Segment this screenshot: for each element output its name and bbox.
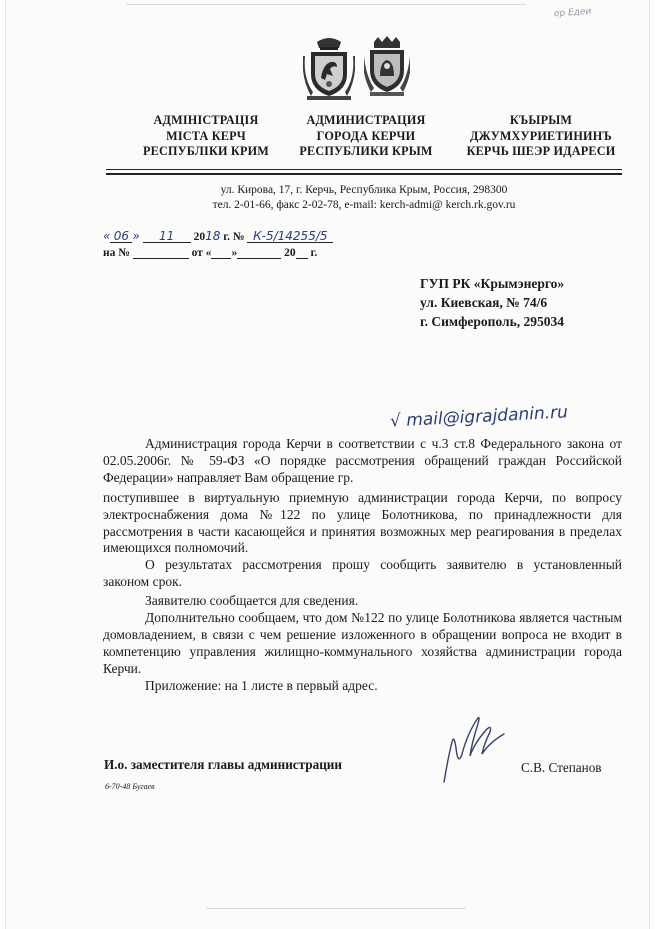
- header-line: КЪЫРЫМ: [509, 113, 573, 127]
- letter-page: [6, 0, 649, 929]
- recipient-line: г. Симферополь, 295034: [420, 314, 564, 329]
- recipient-line: ул. Киевская, № 74/6: [420, 295, 548, 310]
- crimea-coat-of-arms-icon: [303, 34, 355, 102]
- header-line: КЕРЧЬ ШЕЭР ИДАРЕСИ: [466, 144, 616, 158]
- header-line: ГОРОДА КЕРЧИ: [316, 128, 416, 143]
- ref-number: К-5/14255/5: [247, 229, 333, 243]
- body-paragraph: Администрация города Керчи в соответствии с ч.3 ст.8 Федерального закона от 02.05.2006г. № 59-ФЗ «О порядке рассмотрения обращений граждан Российской Федерации» направляет Вам обращение гр.: [103, 436, 622, 485]
- header-line: РЕСПУБЛИКИ КРЫМ: [299, 144, 433, 158]
- quote-open: «: [103, 229, 111, 243]
- scan-artifact: [206, 908, 466, 909]
- ref-day: 06: [110, 229, 132, 243]
- reply-prefix: на №: [103, 247, 130, 259]
- ref-year-prefix: 20: [193, 231, 206, 243]
- outgoing-reference: [103, 229, 333, 243]
- reply-mid: »: [231, 247, 238, 259]
- ref-year-suffix: 18: [205, 229, 221, 243]
- header-ukrainian: [127, 113, 285, 160]
- ref-month: 11: [143, 229, 191, 243]
- reply-year: 20: [284, 247, 296, 259]
- header-rule-thin: [106, 169, 622, 170]
- signatory-title: И.о. заместителя главы администрации: [104, 757, 343, 772]
- handwritten-signature-icon: [434, 708, 514, 788]
- corner-note: ор Едеи: [553, 6, 592, 20]
- signatory-name: С.В. Степанов: [521, 760, 602, 775]
- body-paragraph: поступившее в виртуальную приемную администрации города Керчи, по вопросу электроснабжения дома №122 по улице Болотникова, по принадлежности для рассмотрения в части касающейся и принятия возможных мер реагирования в пределах имеющихся полномочий.: [103, 489, 622, 556]
- kerch-coat-of-arms-icon: [364, 36, 410, 98]
- recipient-block: [420, 274, 564, 331]
- scan-artifact: [126, 4, 526, 5]
- reply-from: от «: [191, 247, 212, 259]
- quote-close: »: [132, 229, 140, 243]
- body-paragraph: Заявителю сообщается для сведения.: [145, 593, 359, 609]
- header-tatar: [460, 113, 622, 160]
- body-paragraph: О результатах рассмотрения прошу сообщить заявителю в установленный законом срок.: [103, 557, 622, 590]
- header-line: МІСТА КЕРЧ: [166, 128, 246, 143]
- address-line: ул. Кирова, 17, г. Керчь, Республика Крым, Россия, 298300: [220, 184, 508, 196]
- header-line: АДМИНИСТРАЦИЯ: [306, 113, 426, 127]
- body-paragraph: Дополнительно сообщаем, что дом №122 по улице Болотникова является частным домовладением, в связи с чем решение изложенного в обращении вопроса не входит в компетенцию управления жилищно-коммунального хозяйства администрации города Керчи.: [103, 610, 622, 676]
- incoming-reference: [103, 245, 317, 259]
- reply-year-tail: г.: [310, 247, 318, 259]
- header-line: АДМІНІСТРАЦІЯ: [153, 113, 259, 127]
- header-rule-thick: [106, 173, 622, 175]
- handwritten-email: √ mail@igrajdanin.ru: [389, 402, 569, 432]
- header-line: ДЖУМХУРИЕТИНИНЪ: [470, 128, 612, 143]
- recipient-line: ГУП РК «Крымэнерго»: [420, 276, 565, 291]
- reply-year-blank: [296, 245, 308, 259]
- reply-month-blank: [237, 245, 281, 259]
- reply-day-blank: [211, 245, 231, 259]
- letter-body: [103, 436, 622, 695]
- executor-note: 6-70-48 Бугаев: [105, 782, 155, 791]
- body-paragraph: Приложение: на 1 листе в первый адрес.: [145, 677, 378, 693]
- header-line: РЕСПУБЛІКИ КРИМ: [142, 144, 269, 158]
- header-russian: [287, 113, 445, 160]
- reply-number-blank: [133, 245, 189, 259]
- contacts-line: тел. 2-01-66, факс 2-02-78, e-mail: kerch-admi@ kerch.rk.gov.ru: [212, 199, 516, 211]
- ref-year-tail: г. №: [223, 231, 245, 243]
